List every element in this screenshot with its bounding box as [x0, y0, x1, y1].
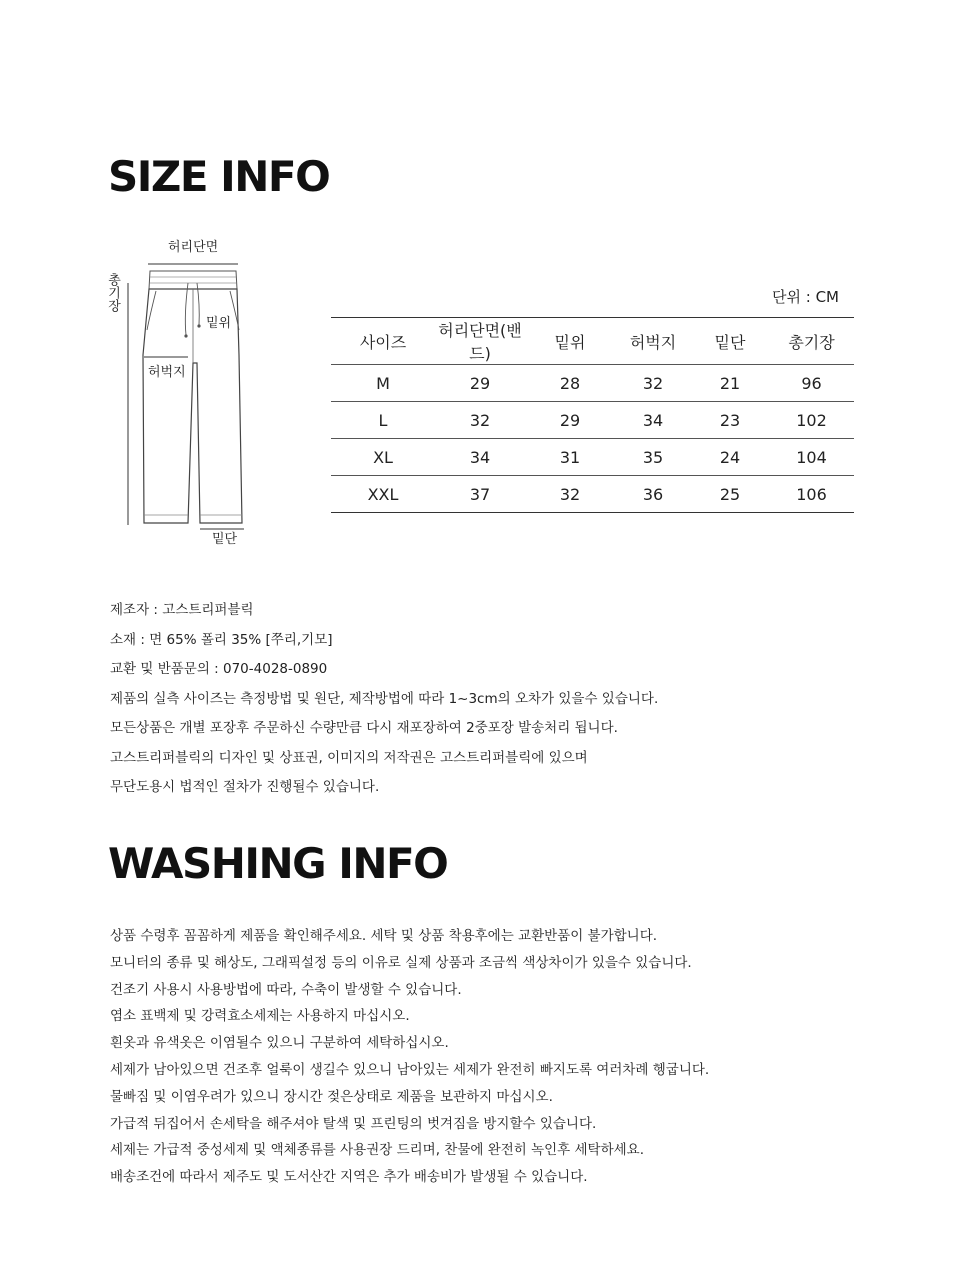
thigh-label: 허벅지 — [148, 365, 186, 380]
size-info-title: SIZE INFO — [108, 152, 330, 201]
table-cell: M — [331, 365, 435, 402]
table-cell: XL — [331, 439, 435, 476]
table-cell: 21 — [691, 365, 769, 402]
table-cell: 24 — [691, 439, 769, 476]
table-cell: 32 — [525, 476, 615, 513]
table-cell: 29 — [435, 365, 525, 402]
table-cell: 104 — [769, 439, 854, 476]
washing-note: 세제는 가급적 중성세제 및 액체종류를 사용권장 드리며, 찬물에 완전히 녹인후 세탁하세요. — [110, 1142, 645, 1159]
column-header: 밑위 — [525, 318, 615, 365]
table-row — [331, 439, 854, 476]
table-cell: 106 — [769, 476, 854, 513]
pants-size-diagram — [100, 235, 260, 555]
table-cell: 25 — [691, 476, 769, 513]
washing-note: 모니터의 종류 및 해상도, 그래픽설정 등의 이유로 실제 상품과 조금씩 색상차이가 있을수 있습니다. — [110, 954, 692, 971]
manufacturer-note: 제조자 : 고스트리퍼블릭 — [110, 602, 254, 618]
table-cell: 34 — [435, 439, 525, 476]
table-row — [331, 476, 854, 513]
unit-label: 단위 : CM — [772, 288, 839, 306]
washing-notes — [110, 925, 890, 1193]
column-header: 밑단 — [691, 318, 769, 365]
total-length-label: 총기장 — [105, 273, 120, 312]
table-cell: 35 — [615, 439, 691, 476]
table-cell: 34 — [615, 402, 691, 439]
column-header: 허벅지 — [615, 318, 691, 365]
size-table — [331, 317, 854, 513]
waist-label: 허리단면 — [168, 240, 219, 255]
packaging-note: 모든상품은 개별 포장후 주문하신 수량만큼 다시 재포장하여 2중포장 발송처리 됩니다. — [110, 720, 618, 736]
table-header-row — [331, 318, 854, 365]
table-cell: 23 — [691, 402, 769, 439]
table-row — [331, 365, 854, 402]
legal-note: 무단도용시 법적인 절차가 진행될수 있습니다. — [110, 779, 380, 795]
contact-note: 교환 및 반품문의 : 070-4028-0890 — [110, 661, 328, 677]
washing-note: 배송조건에 따라서 제주도 및 도서산간 지역은 추가 배송비가 발생될 수 있습니다. — [110, 1169, 588, 1186]
column-header: 허리단면(밴드) — [435, 318, 525, 365]
table-cell: 31 — [525, 439, 615, 476]
material-note: 소재 : 면 65% 폴리 35% [쭈리,기모] — [110, 631, 333, 648]
table-cell: L — [331, 402, 435, 439]
washing-note: 염소 표백제 및 강력효소세제는 사용하지 마십시오. — [110, 1008, 410, 1025]
table-cell: 29 — [525, 402, 615, 439]
table-cell: XXL — [331, 476, 435, 513]
table-cell: 96 — [769, 365, 854, 402]
washing-note: 건조기 사용시 사용방법에 따라, 수축이 발생할 수 있습니다. — [110, 981, 462, 998]
table-row — [331, 402, 854, 439]
table-cell: 28 — [525, 365, 615, 402]
hem-label: 밑단 — [212, 532, 238, 547]
rise-label: 밑위 — [206, 316, 232, 331]
product-notes — [110, 598, 870, 805]
table-cell: 102 — [769, 402, 854, 439]
table-cell: 37 — [435, 476, 525, 513]
washing-note: 세제가 남아있으면 건조후 얼룩이 생길수 있으니 남아있는 세제가 완전히 빠지도록 여러차례 헹굽니다. — [110, 1061, 710, 1078]
washing-note: 상품 수령후 꼼꼼하게 제품을 확인해주세요. 세탁 및 상품 착용후에는 교환반품이 불가합니다. — [110, 928, 658, 944]
column-header: 총기장 — [769, 318, 854, 365]
washing-note: 물빠짐 및 이염우려가 있으니 장시간 젖은상태로 제품을 보관하지 마십시오. — [110, 1088, 553, 1105]
pants-illustration — [100, 235, 260, 555]
table-cell: 32 — [615, 365, 691, 402]
table-cell: 32 — [435, 402, 525, 439]
washing-note: 가급적 뒤집어서 손세탁을 해주셔야 탈색 및 프린팅의 벗겨짐을 방지할수 있습니다. — [110, 1115, 597, 1132]
table-cell: 36 — [615, 476, 691, 513]
washing-note: 흰옷과 유색옷은 이염될수 있으니 구분하여 세탁하십시오. — [110, 1035, 449, 1052]
column-header: 사이즈 — [331, 318, 435, 365]
washing-info-title: WASHING INFO — [108, 839, 448, 888]
measurement-note: 제품의 실측 사이즈는 측정방법 및 원단, 제작방법에 따라 1~3cm의 오차가 있을수 있습니다. — [110, 690, 659, 707]
copyright-note: 고스트리퍼블릭의 디자인 및 상표권, 이미지의 저작권은 고스트리퍼블릭에 있으며 — [110, 749, 588, 766]
